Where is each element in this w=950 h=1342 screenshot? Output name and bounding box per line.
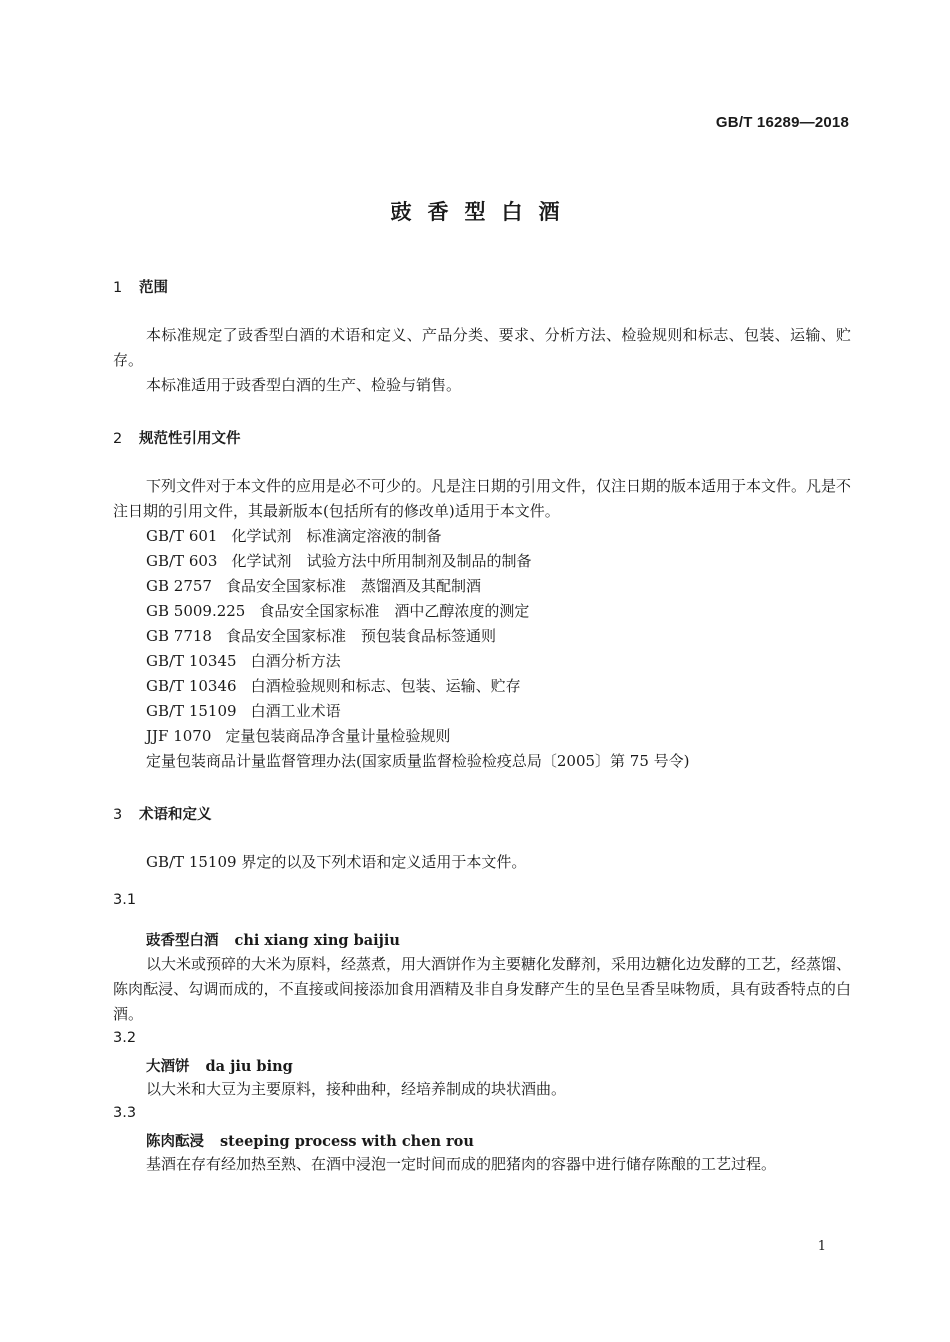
- reference-code: GB/T 15109: [146, 702, 237, 720]
- standard-number: GB/T 16289—2018: [715, 114, 849, 131]
- reference-code: GB 5009.225: [146, 602, 246, 620]
- term-heading: [146, 929, 400, 950]
- term-english: chi xiang xing baijiu: [234, 932, 400, 949]
- reference-item: [146, 549, 690, 574]
- reference-code: GB/T 10345: [146, 652, 237, 670]
- reference-code: GB 2757: [146, 577, 212, 595]
- reference-item: [146, 574, 690, 599]
- section-title: 范围: [139, 280, 168, 296]
- reference-code: GB/T 603: [146, 552, 218, 570]
- reference-title: 化学试剂 试验方法中所用制剂及制品的制备: [231, 552, 532, 570]
- reference-code: GB 7718: [146, 627, 212, 645]
- reference-item: [146, 599, 690, 624]
- term-chinese: 豉香型白酒: [146, 933, 219, 949]
- reference-code: JJF 1070: [146, 727, 212, 745]
- term-definition: 以大米或预碎的大米为原料，经蒸煮，用大酒饼作为主要糖化发酵剂，采用边糖化边发酵的工艺，经蒸馏、陈肉酝浸、勾调而成的，不直接或间接添加食用酒精及非自身发酵产生的呈色呈香呈味物质，具有豉香特点的白酒。: [113, 955, 852, 1023]
- section-2-heading: [113, 427, 241, 448]
- section-number: 3: [113, 807, 123, 823]
- reference-item: [146, 624, 690, 649]
- reference-list: [146, 524, 690, 774]
- term-english: da jiu bing: [205, 1058, 293, 1075]
- reference-item: [146, 724, 690, 749]
- reference-title: 定量包装商品净含量计量检验规则: [225, 727, 451, 745]
- reference-item: [146, 649, 690, 674]
- page-number: 1: [817, 1239, 826, 1254]
- document-title: 豉香型白酒: [390, 200, 576, 224]
- clause-number: 3.2: [113, 1030, 137, 1046]
- clause-number: 3.3: [113, 1105, 137, 1121]
- section-3-heading: [113, 803, 212, 824]
- reference-title: 食品安全国家标准 蒸馏酒及其配制酒: [225, 577, 481, 595]
- section-number: 2: [113, 431, 123, 447]
- term-chinese: 大酒饼: [146, 1059, 190, 1075]
- term-definition: 以大米和大豆为主要原料，接种曲种，经培养制成的块状酒曲。: [146, 1080, 567, 1098]
- section-title: 规范性引用文件: [139, 431, 241, 447]
- scope-paragraph-2: 本标准适用于豉香型白酒的生产、检验与销售。: [146, 376, 462, 394]
- term-chinese: 陈肉酝浸: [146, 1134, 204, 1150]
- section-1-heading: [113, 276, 168, 297]
- term-english: steeping process with chen rou: [220, 1133, 474, 1150]
- reference-code: GB/T 10346: [146, 677, 237, 695]
- clause-number: 3.1: [113, 892, 137, 908]
- reference-title: 食品安全国家标准 预包装食品标签通则: [225, 627, 496, 645]
- term-definition: 基酒在存有经加热至熟、在酒中浸泡一定时间而成的肥猪肉的容器中进行储存陈酿的工艺过程。: [146, 1155, 777, 1173]
- section-number: 1: [113, 280, 123, 296]
- scope-paragraph-1: 本标准规定了豉香型白酒的术语和定义、产品分类、要求、分析方法、检验规则和标志、包装、运输、贮存。: [113, 326, 851, 369]
- reference-item: [146, 524, 690, 549]
- terms-intro: GB/T 15109 界定的以及下列术语和定义适用于本文件。: [146, 853, 527, 871]
- reference-title: 化学试剂 标准滴定溶液的制备: [231, 527, 442, 545]
- reference-item: [146, 674, 690, 699]
- term-heading: [146, 1055, 293, 1076]
- reference-title: 白酒工业术语: [250, 702, 341, 720]
- reference-title: 白酒分析方法: [250, 652, 341, 670]
- reference-title: 白酒检验规则和标志、包装、运输、贮存: [250, 677, 521, 695]
- reference-item: [146, 699, 690, 724]
- section-title: 术语和定义: [139, 807, 212, 823]
- term-heading: [146, 1130, 474, 1151]
- reference-code: GB/T 601: [146, 527, 218, 545]
- reference-title: 定量包装商品计量监督管理办法(国家质量监督检验检疫总局〔2005〕第 75 号令): [146, 752, 690, 770]
- normative-references-intro: 下列文件对于本文件的应用是必不可少的。凡是注日期的引用文件，仅注日期的版本适用于本文件。凡是不注日期的引用文件，其最新版本(包括所有的修改单)适用于本文件。: [113, 477, 852, 520]
- reference-title: 食品安全国家标准 酒中乙醇浓度的测定: [259, 602, 530, 620]
- reference-item-regulation: [146, 749, 690, 774]
